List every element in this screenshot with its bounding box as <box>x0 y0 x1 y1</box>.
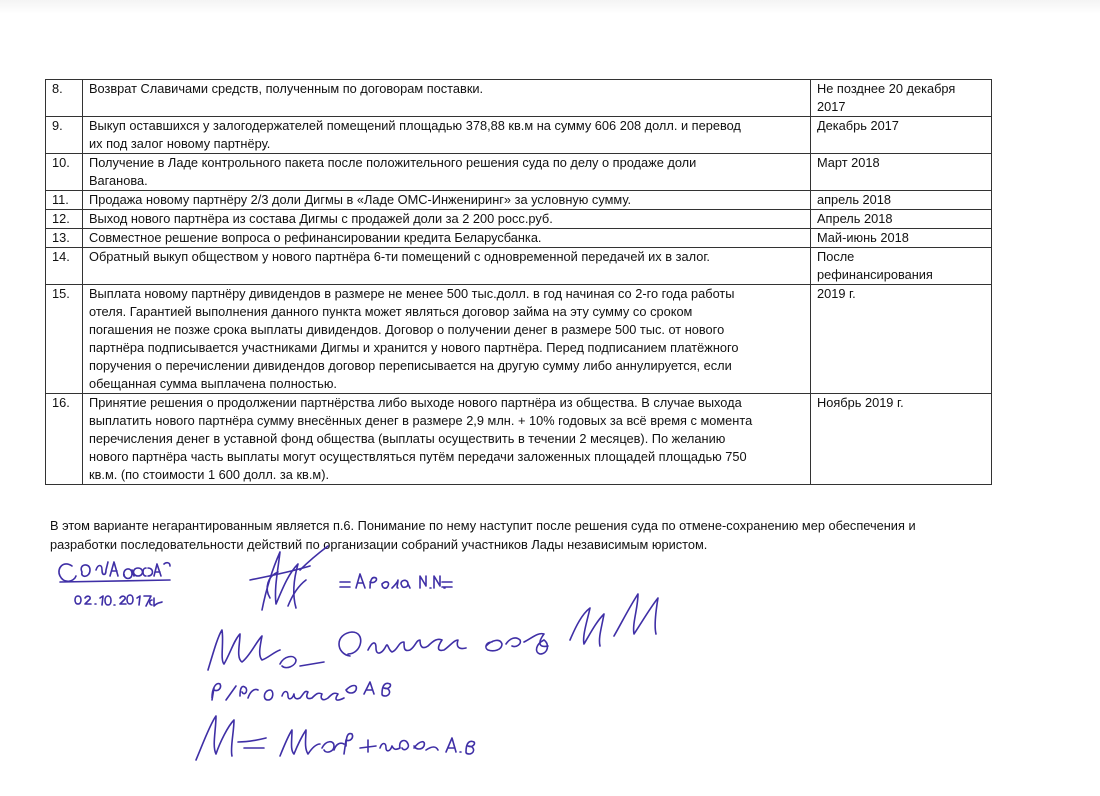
approval-date-handwriting <box>75 595 162 606</box>
deadline-line: Декабрь 2017 <box>817 118 899 133</box>
table-row <box>46 117 992 154</box>
deadline-line: Апрель 2018 <box>817 211 893 226</box>
task-line: перечисления денег в уставной фонд общества (выплаты осуществить в течении 2 месяцев). По желанию <box>89 431 726 446</box>
task-line: выплатить нового партнёра сумму внесённых денег в размере 2,9 млн. + 10% годовых за всё время с момента <box>89 413 753 428</box>
row-task <box>83 191 811 210</box>
task-line: Совместное решение вопроса о рефинансировании кредита Беларусбанка. <box>89 230 542 245</box>
row-deadline <box>811 80 992 117</box>
row-deadline <box>811 248 992 285</box>
task-line: обещанная сумма выплачена полностью. <box>89 376 337 391</box>
task-line: Выход нового партнёра из состава Дигмы с продажей доли за 2 200 росс.руб. <box>89 211 553 226</box>
deadline-line: 2019 г. <box>817 286 856 301</box>
task-line: Выкуп оставшихся у залогодержателей помещений площадью 378,88 кв.м на сумму 606 208 долл. и перевод <box>89 118 741 133</box>
deadline-line: рефинансирования <box>817 267 933 282</box>
row-number: 9. <box>46 117 83 154</box>
row-number: 12. <box>46 210 83 229</box>
row-deadline <box>811 117 992 154</box>
signature-areza <box>250 546 452 610</box>
task-line: партнёра подписывается участниками Дигмы и хранится у нового партнёра. Перед подписанием платёжного <box>89 340 739 355</box>
row-task <box>83 80 811 117</box>
row-deadline <box>811 154 992 191</box>
footer-note-line-2: разработки последовательности действий по организации собраний участников Лады независимым юристом. <box>50 537 708 552</box>
task-line: Выплата новому партнёру дивидендов в размере не менее 500 тыс.долл. в год начиная со 2-го года работы <box>89 286 735 301</box>
task-line: Возврат Славичами средств, полученным по договорам поставки. <box>89 81 484 96</box>
deadline-line: Май-июнь 2018 <box>817 230 909 245</box>
signature-martynov <box>196 716 475 760</box>
row-number: 13. <box>46 229 83 248</box>
task-line: Обратный выкуп обществом у нового партнёра 6-ти помещений с одновременной передачей их в залог. <box>89 249 710 264</box>
row-deadline <box>811 229 992 248</box>
task-line: Принятие решения о продолжении партнёрства либо выходе нового партнёра из общества. В случае выхода <box>89 395 742 410</box>
row-number: 14. <box>46 248 83 285</box>
footer-note <box>50 516 1090 554</box>
deadline-line: Не позднее 20 декабря <box>817 81 956 96</box>
deadline-line: Ноябрь 2019 г. <box>817 395 904 410</box>
row-task <box>83 210 811 229</box>
signature-onishchenko-av <box>212 682 391 700</box>
row-deadline <box>811 394 992 485</box>
signature-onishchenko-ii <box>208 594 658 670</box>
table-row <box>46 191 992 210</box>
task-line: нового партнёра часть выплаты могут осуществляться путём передачи заложенных площадей площадью 750 <box>89 449 747 464</box>
task-line: Продажа новому партнёру 2/3 доли Дигмы в «Ладе ОМС-Инжениринг» за условную сумму. <box>89 192 631 207</box>
deadline-line: 2017 <box>817 99 846 114</box>
row-number: 11. <box>46 191 83 210</box>
row-task <box>83 285 811 394</box>
table-row <box>46 80 992 117</box>
task-line: Получение в Ладе контрольного пакета после положительного решения суда по делу о продаже доли <box>89 155 697 170</box>
deadline-line: апрель 2018 <box>817 192 892 207</box>
table-row <box>46 394 992 485</box>
row-task <box>83 248 811 285</box>
row-task <box>83 154 811 191</box>
row-task <box>83 394 811 485</box>
task-line: Ваганова. <box>89 173 148 188</box>
action-plan-table-body <box>46 80 992 485</box>
row-deadline <box>811 285 992 394</box>
approved-handwriting <box>59 562 170 582</box>
deadline-line: После <box>817 249 855 264</box>
task-line: их под залог новому партнёру. <box>89 136 271 151</box>
table-row <box>46 210 992 229</box>
task-line: погашения не позже срока выплаты дивидендов. Договор о получении денег в размере 500 тыс. от нового <box>89 322 725 337</box>
row-deadline <box>811 210 992 229</box>
row-deadline <box>811 191 992 210</box>
task-line: кв.м. (по стоимости 1 600 долл. за кв.м). <box>89 467 330 482</box>
row-number: 8. <box>46 80 83 117</box>
task-line: отеля. Гарантией выполнения данного пункта может являться договор займа на эту сумму со сроком <box>89 304 693 319</box>
task-line: поручения о перечислении дивидендов договор переписывается на другую сумму либо аннулируется, если <box>89 358 732 373</box>
table-row <box>46 285 992 394</box>
table-row <box>46 154 992 191</box>
footer-note-line-1: В этом варианте негарантированным является п.6. Понимание по нему наступит после решения суда по отмене-сохранению мер обеспечения и <box>50 518 916 533</box>
row-number: 15. <box>46 285 83 394</box>
table-row <box>46 248 992 285</box>
row-number: 16. <box>46 394 83 485</box>
table-row <box>46 229 992 248</box>
row-task <box>83 229 811 248</box>
action-plan-table <box>45 79 992 485</box>
row-number: 10. <box>46 154 83 191</box>
row-task <box>83 117 811 154</box>
deadline-line: Март 2018 <box>817 155 880 170</box>
